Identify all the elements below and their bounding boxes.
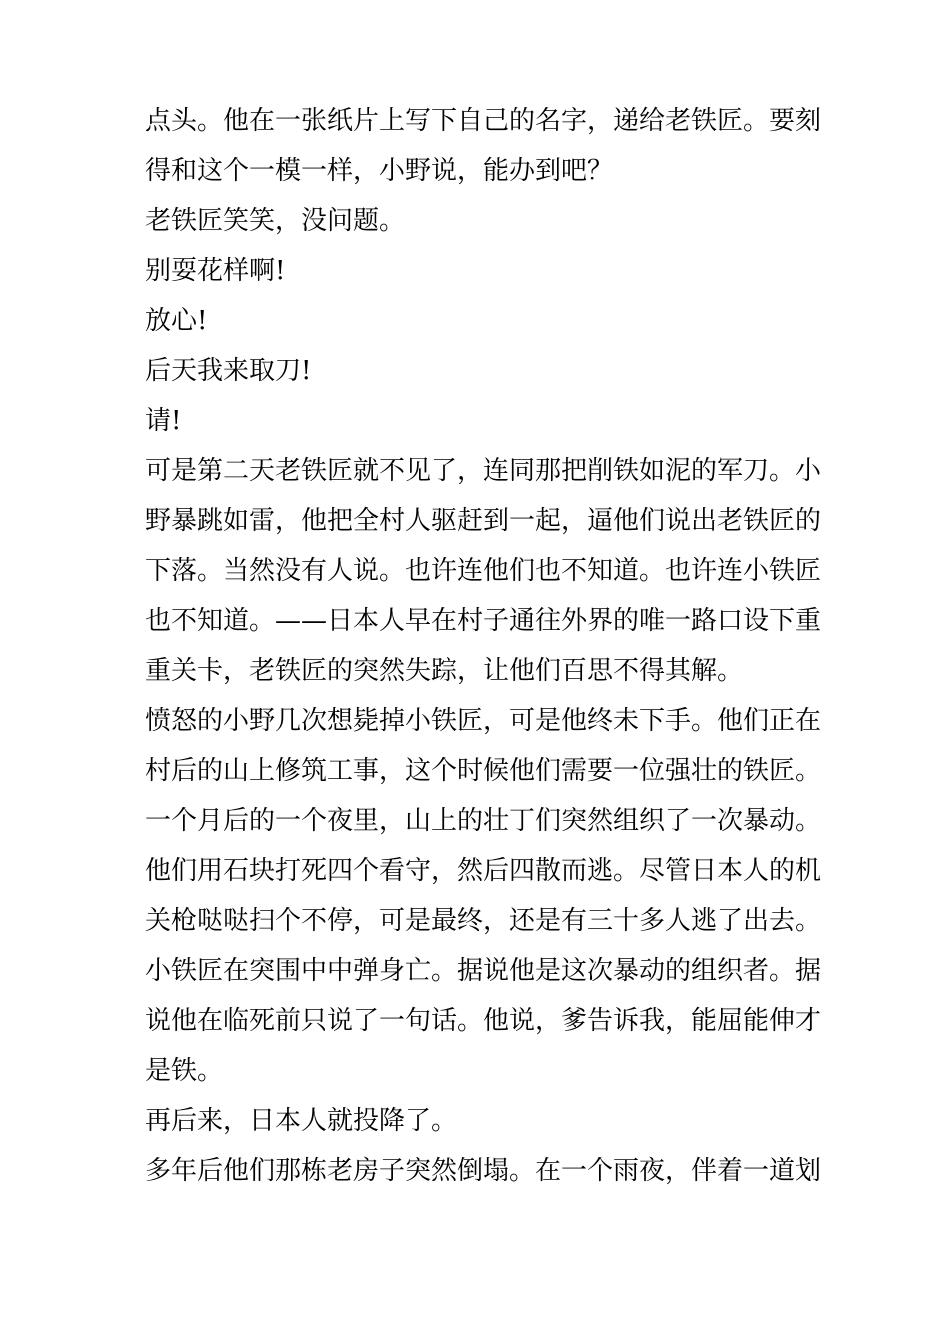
text-line-21: 再后来，日本人就投降了。 [145, 1106, 458, 1136]
text-line-8: 可是第二天老铁匠就不见了，连同那把削铁如泥的军刀。小 [145, 456, 822, 486]
text-line-3: 老铁匠笑笑，没问题。 [145, 206, 406, 236]
text-line-7: 请! [145, 406, 182, 436]
text-line-2: 得和这个一模一样，小野说，能办到吧？ [145, 156, 614, 186]
text-line-10: 下落。当然没有人说。也许连他们也不知道。也许连小铁匠 [145, 556, 822, 586]
text-line-6: 后天我来取刀! [145, 356, 312, 386]
text-line-9: 野暴跳如雷，他把全村人驱赶到一起，逼他们说出老铁匠的 [145, 506, 822, 536]
text-line-12: 重关卡，老铁匠的突然失踪，让他们百思不得其解。 [145, 656, 744, 686]
text-line-5: 放心! [145, 306, 208, 336]
text-line-13: 愤怒的小野几次想毙掉小铁匠，可是他终未下手。他们正在 [145, 706, 822, 736]
text-line-11: 也不知道。——日本人早在村子通往外界的唯一路口设下重 [145, 606, 822, 636]
story-text [145, 96, 825, 1196]
text-line-18: 小铁匠在突围中中弹身亡。据说他是这次暴动的组织者。据 [145, 956, 822, 986]
text-line-15: 一个月后的一个夜里，山上的壮丁们突然组织了一次暴动。 [145, 806, 822, 836]
text-line-19: 说他在临死前只说了一句话。他说，爹告诉我，能屈能伸才 [145, 1006, 822, 1036]
text-line-4: 别耍花样啊! [145, 256, 286, 286]
text-line-16: 他们用石块打死四个看守，然后四散而逃。尽管日本人的机 [145, 856, 822, 886]
text-line-22: 多年后他们那栋老房子突然倒塌。在一个雨夜，伴着一道划 [145, 1156, 822, 1186]
text-line-14: 村后的山上修筑工事，这个时候他们需要一位强壮的铁匠。 [145, 756, 822, 786]
text-line-1: 点头。他在一张纸片上写下自己的名字，递给老铁匠。要刻 [145, 106, 822, 136]
text-line-17: 关枪哒哒扫个不停，可是最终，还是有三十多人逃了出去。 [145, 906, 822, 936]
text-line-20: 是铁。 [145, 1056, 224, 1086]
